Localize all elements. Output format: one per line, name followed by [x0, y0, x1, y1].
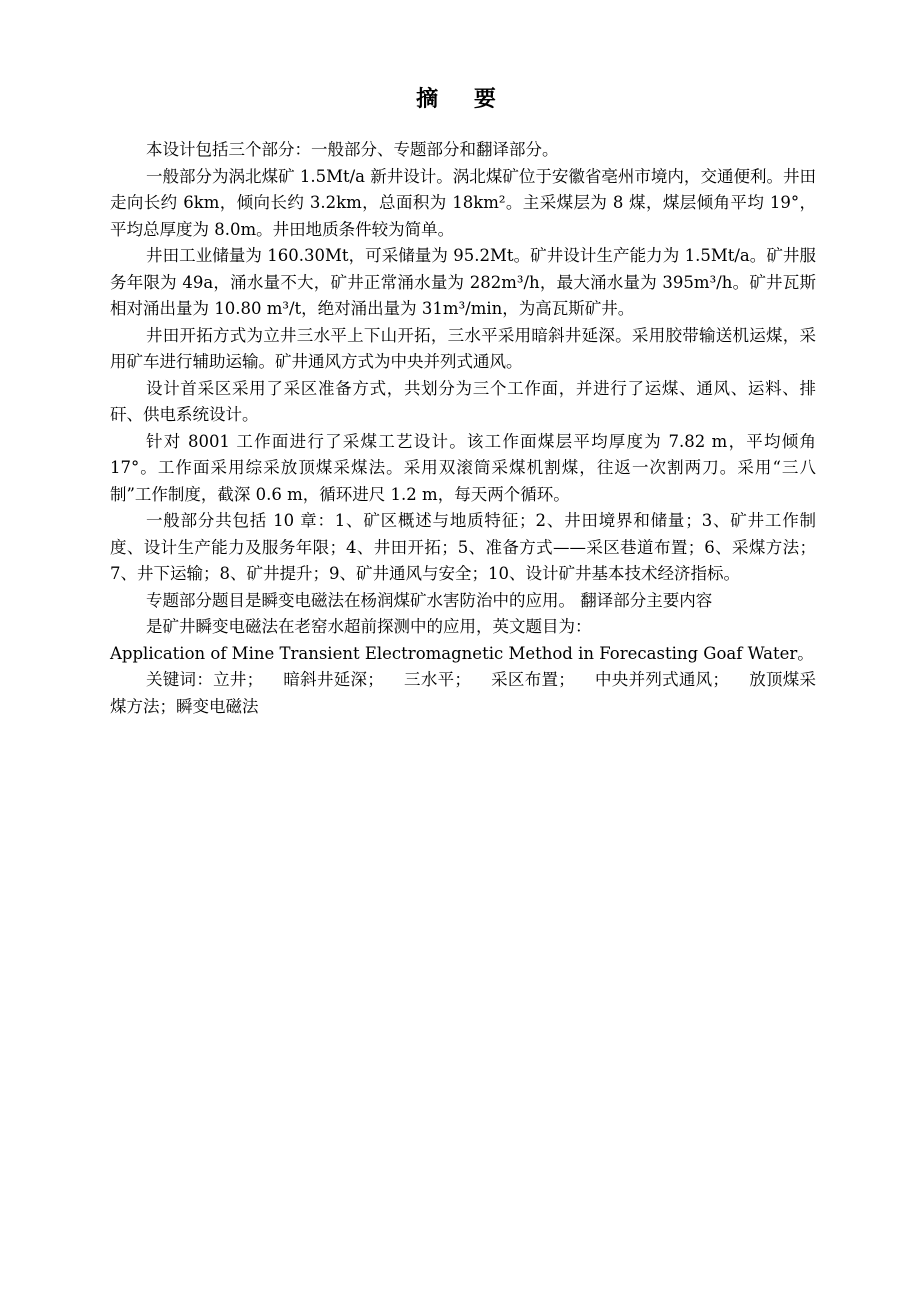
english-title: Application of Mine Transient Electromagnetic Method in Forecasting Goaf Water。 — [110, 643, 814, 663]
paragraph-working-face: 针对 8001 工作面进行了采煤工艺设计。该工作面煤层平均厚度为 7.82 m，平均倾角 17°。工作面采用综采放顶煤采煤法。采用双滚筒采煤机割煤，往返一次割两刀。采用“三八制”工作制度，截深 0.6 m，循环进尺 1.2 m，每天两个循环。 — [110, 431, 816, 504]
paragraph-overview: 本设计包括三个部分：一般部分、专题部分和翻译部分。 — [146, 140, 559, 159]
keywords-line — [110, 667, 816, 720]
paragraph-general-part: 一般部分为涡北煤矿 1.5Mt/a 新井设计。涡北煤矿位于安徽省亳州市境内，交通便利。井田走向长约 6km，倾向长约 3.2km，总面积为 18km²。主采煤层为 8 煤，煤层倾角平均 19°，平均总厚度为 8.0m。井田地质条件较为简单。 — [110, 166, 816, 239]
paragraph-development: 井田开拓方式为立井三水平上下山开拓，三水平采用暗斜井延深。采用胶带输送机运煤，采用矿车进行辅助运输。矿井通风方式为中央并列式通风。 — [110, 325, 816, 371]
keyword-item: 中央并列式通风； — [594, 670, 729, 689]
keyword-item: 采区布置； — [490, 670, 575, 689]
paragraph-mining-district: 设计首采区采用了采区准备方式，共划分为三个工作面，并进行了运煤、通风、运料、排矸、供电系统设计。 — [110, 378, 816, 424]
keyword-item: 立井； — [213, 670, 264, 689]
page-title: 摘 要 — [416, 86, 510, 112]
keywords-label: 关键词： — [146, 670, 214, 689]
paragraph-special-topic: 专题部分题目是瞬变电磁法在杨润煤矿水害防治中的应用。 翻译部分主要内容 — [146, 590, 713, 610]
paragraph-translation: 是矿井瞬变电磁法在老窑水超前探测中的应用，英文题目为： — [146, 617, 592, 636]
keyword-item: 暗斜井延深； — [283, 670, 384, 689]
keyword-item: 三水平； — [403, 670, 471, 689]
paragraph-chapters: 一般部分共包括 10 章：1、矿区概述与地质特征；2、井田境界和储量；3、矿井工作制度、设计生产能力及服务年限；4、井田开拓；5、准备方式——采区巷道布置；6、采煤方法； 7、井下运输；8、矿井提升；9、矿井通风与安全；10、设计矿井基本技术经济指标。 — [110, 511, 816, 583]
keyword-item: 放顶煤采煤方法；瞬变电磁法 — [110, 670, 817, 716]
abstract-body — [110, 137, 816, 720]
paragraph-reserves: 井田工业储量为 160.30Mt，可采储量为 95.2Mt。矿井设计生产能力为 1.5Mt/a。矿井服务年限为 49a，涌水量不大，矿井正常涌水量为 282m³/h，最大涌水量为 395m³/h。矿井瓦斯相对涌出量为 10.80 m³/t，绝对涌出量为 31m³/min，为高瓦斯矿井。 — [110, 246, 816, 318]
